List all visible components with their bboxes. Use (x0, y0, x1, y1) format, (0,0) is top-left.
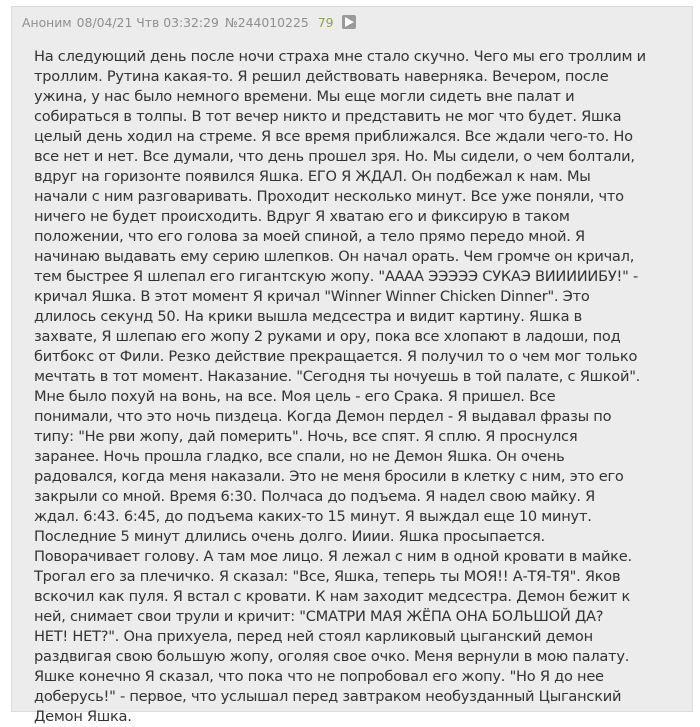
post-text-line: Яшке конечно Я сказал, что пока что не попробовал его жопу. "Но Я до нее (34, 668, 604, 685)
post (11, 6, 693, 725)
post-datetime: 08/04/21 Чтв 03:32:29 (76, 14, 219, 30)
post-text-line: вскочил как пуля. Я встал с кровати. К нам заходит медсестра. Демон бежит к (34, 588, 631, 605)
post-author: Аноним (22, 14, 72, 30)
post-text-line: битбокс от Фили. Резко действие прекращается. Я получил то о чем мог только (34, 348, 638, 365)
post-text-line: закрыли со мной. Время 6:30. Полчаса до подъема. Я надел свою майку. Я (34, 488, 596, 505)
reply-count[interactable]: 79 (317, 14, 334, 30)
post-text-line: Мне было похуй на вонь, на все. Моя цель - его Срака. Я пришел. Все (34, 388, 556, 405)
post-text-line: доберусь!" - первое, что услышал перед завтраком необузданный Цыганский (34, 688, 622, 705)
post-text-line: НЕТ! НЕТ?". Она прихуела, перед ней стоял карликовый цыганский демон (34, 628, 593, 645)
post-text-line: мечтать в тот момент. Наказание. "Сегодня ты ночуешь в той палате, с Яшкой". (34, 368, 641, 385)
post-text-line: раздвигая свою большую жопу, оголяя свое очко. Меня вернули в мою палату. (34, 648, 630, 665)
play-icon[interactable] (342, 15, 356, 29)
post-text-line: захвате, Я шлепаю его жопу 2 руками и ору, пока все хлопают в ладоши, под (34, 328, 621, 345)
post-header (22, 13, 356, 31)
post-text-line: Последние 5 минут длились очень долго. Ииии. Яшка просыпается. (34, 528, 545, 545)
post-text-line: троллим. Рутина какая-то. Я решил действовать наверняка. Вечером, после (34, 68, 609, 85)
post-number[interactable]: №244010225 (224, 14, 309, 30)
post-text-line: тем быстрее Я шлепал его гигантскую жопу. "АААА ЭЭЭЭЭ СУКАЭ ВИИИИИБУ!" - (34, 268, 638, 285)
post-text-line: радовался, когда меня наказали. Это не меня бросили в клетку с ним, это его (34, 468, 624, 485)
post-body (34, 47, 686, 727)
post-text-line: типу: "Не рви жопу, дай померить". Ночь, все спят. Я сплю. Я проснулся (34, 428, 578, 445)
post-text-line: понимали, что это ночь пиздеца. Когда Демон пердел - Я выдавал фразы по (34, 408, 612, 425)
post-text-line: кричал Яшка. В этот момент Я кричал "Winner Winner Chicken Dinner". Это (34, 288, 590, 305)
post-text-line: целый день ходил на стреме. Я все время приближался. Все ждали чего-то. Но (34, 128, 633, 145)
post-text-line: На следующий день после ночи страха мне стало скучно. Чего мы его троллим и (34, 48, 646, 65)
post-text-line: длилось секунд 50. На крики вышла медсестра и видит картину. Яшка в (34, 308, 583, 325)
post-text-line: начали с ним разговаривать. Проходит несколько минут. Все уже поняли, что (34, 188, 624, 205)
post-text-line: заранее. Ночь прошла гладко, все спали, но не Демон Яшка. Он очень (34, 448, 565, 465)
post-text-line: ничего не будет происходить. Вдруг Я хватаю его и фиксирую в таком (34, 208, 570, 225)
post-text-line: ужина, у нас было немного времени. Мы еще могли сидеть вне палат и (34, 88, 575, 105)
post-text-line: ней, снимает свои трули и кричит: "СМАТРИ МАЯ ЖЁПА ОНА БОЛЬШОЙ ДА? (34, 608, 604, 625)
post-text-line: Трогал его за плечичко. Я сказал: "Все, Яшка, теперь ты МОЯ!! А-ТЯ-ТЯ". Яков (34, 568, 621, 585)
post-text-line: положении, что его голова за моей спиной, а тело прямо передо мной. Я (34, 228, 585, 245)
post-text-line: ждал. 6:43. 6:45, до подъема каких-то 15 минут. Я выждал еще 10 минут. (34, 508, 592, 525)
post-text-line: вдруг на горизонте появился Яшка. ЕГО Я ЖДАЛ. Он подбежал к нам. Мы (34, 168, 591, 185)
post-text-line: Поворачивает голову. А там мое лицо. Я лежал с ним в одной кровати в майке. (34, 548, 632, 565)
post-text-line: все нет и нет. Все думали, что день прошел зря. Но. Мы сидели, о чем болтали, (34, 148, 635, 165)
post-text-line: собираться в толпы. В тот вечер никто и представить не мог что будет. Яшка (34, 108, 622, 125)
post-text-line: Демон Яшка. (34, 708, 132, 725)
post-text-line: начинаю выдавать ему серию шлепков. Он начал орать. Чем громче он кричал, (34, 248, 635, 265)
